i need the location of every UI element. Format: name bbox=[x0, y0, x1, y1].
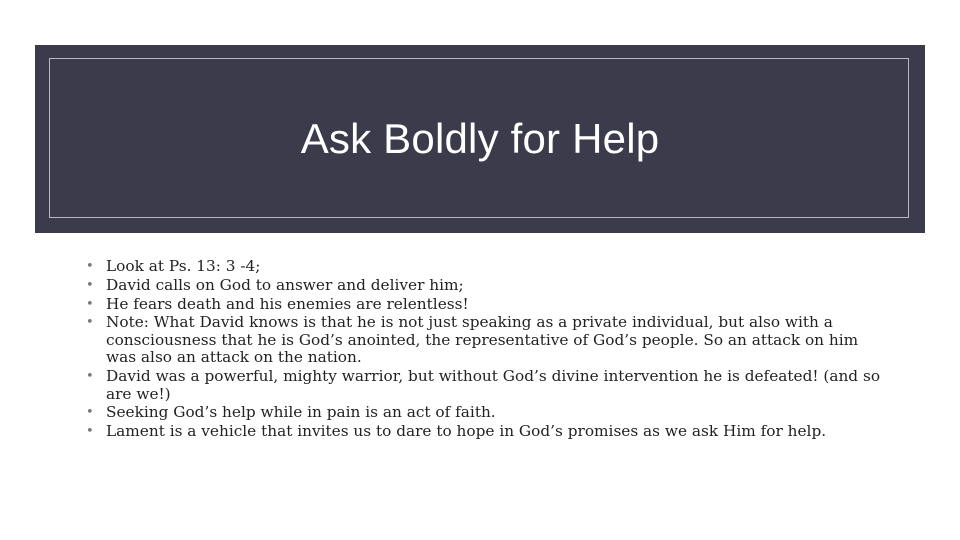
bullet-item bbox=[84, 423, 884, 441]
bullet-dot-icon: • bbox=[86, 424, 94, 440]
bullet-item bbox=[84, 404, 884, 422]
bullet-text: Seeking God’s help while in pain is an act of faith. bbox=[106, 403, 496, 422]
title-band bbox=[35, 45, 925, 233]
bullet-list bbox=[84, 258, 884, 442]
bullet-text: Look at Ps. 13: 3 -4; bbox=[106, 257, 261, 275]
bullet-dot-icon: • bbox=[86, 259, 94, 274]
bullet-item bbox=[84, 258, 884, 276]
bullet-text: David calls on God to answer and deliver him; bbox=[106, 275, 464, 294]
bullet-dot-icon: • bbox=[86, 296, 94, 312]
bullet-dot-icon: • bbox=[86, 315, 94, 331]
bullet-item bbox=[84, 368, 884, 403]
bullet-item bbox=[84, 296, 884, 314]
bullet-item bbox=[84, 314, 884, 367]
bullet-dot-icon: • bbox=[86, 405, 94, 421]
bullet-dot-icon: • bbox=[86, 277, 94, 293]
bullet-dot-icon: • bbox=[86, 369, 94, 385]
bullet-text: Lament is a vehicle that invites us to dare to hope in God’s promises as we ask Him for help. bbox=[106, 422, 827, 441]
bullet-item bbox=[84, 277, 884, 295]
bullet-text: He fears death and his enemies are relentless! bbox=[106, 294, 469, 313]
bullet-text: Note: What David knows is that he is not just speaking as a private individual, but also with a consciousness that he is God’s anointed, the representative of God’s people. So an attack on him was also an attack on the nation. bbox=[106, 313, 859, 367]
bullet-text: David was a powerful, mighty warrior, but without God’s divine intervention he is defeated! (and so are we!) bbox=[106, 367, 881, 403]
slide-title: Ask Boldly for Help bbox=[300, 115, 660, 162]
